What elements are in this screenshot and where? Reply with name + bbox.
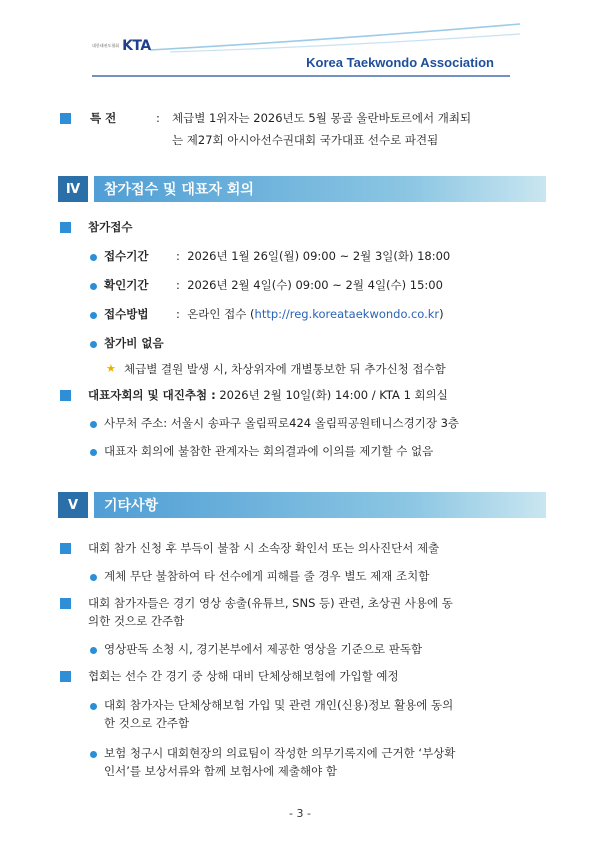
method-colon: :	[176, 307, 180, 321]
header-swoosh-decoration	[0, 0, 600, 90]
misc-item-2-sub: 영상판독 소청 시, 경기본부에서 제공한 영상을 기준으로 판독함	[104, 642, 423, 656]
circle-bullet-icon	[90, 421, 97, 428]
association-name: Korea Taekwondo Association	[306, 55, 494, 70]
period-colon: :	[176, 249, 180, 263]
section-5-header	[58, 492, 546, 518]
method-label: 접수방법	[104, 307, 149, 321]
star-icon: ★	[106, 362, 116, 375]
circle-bullet-icon	[90, 283, 97, 290]
period-value: 2026년 1월 26일(월) 09:00 ~ 2월 3일(화) 18:00	[187, 249, 451, 263]
misc-item-2-line-1: 대회 참가자들은 경기 영상 송출(유튜브, SNS 등) 관련, 초상권 사용에 동	[88, 596, 453, 610]
logo-korean-text: 대한태권도협회	[92, 43, 120, 48]
office-address: 사무처 주소: 서울시 송파구 올림픽로424 올림픽공원테니스경기장 3층	[104, 416, 460, 430]
meeting-note: 대표자 회의에 불참한 관계자는 회의결과에 이의를 제기할 수 없음	[104, 444, 434, 458]
method-value: 온라인 접수 (	[187, 307, 255, 321]
meeting-value: 2026년 2월 10일(화) 14:00 / KTA 1 회의실	[215, 388, 448, 402]
circle-bullet-icon	[90, 449, 97, 456]
confirmation-period	[104, 277, 443, 294]
special-label: 특 전	[90, 111, 117, 125]
square-bullet-icon	[60, 113, 71, 124]
logo-kta-mark: KTA	[122, 38, 151, 54]
circle-bullet-icon	[90, 574, 97, 581]
section-4-title: 참가접수 및 대표자 회의	[94, 176, 546, 202]
square-bullet-icon	[60, 222, 71, 233]
square-bullet-icon	[60, 598, 71, 609]
section-5-title: 기타사항	[94, 492, 546, 518]
registration-heading: 참가접수	[88, 220, 133, 234]
method-close: )	[439, 307, 444, 321]
misc-item-3-sub-2-line-2: 인서’를 보상서류와 함께 보험사에 제출해야 함	[104, 764, 338, 778]
page-number: - 3 -	[289, 807, 311, 820]
meeting-label: 대표자회의 및 대진추첨 :	[88, 388, 216, 402]
misc-item-1-sub: 계체 무단 불참하여 타 선수에게 피해를 줄 경우 별도 제재 조치함	[104, 569, 430, 583]
section-5-number: Ⅴ	[58, 492, 88, 518]
square-bullet-icon	[60, 390, 71, 401]
page-header	[0, 0, 600, 90]
square-bullet-icon	[60, 543, 71, 554]
special-line-2: 는 제27회 아시아선수권대회 국가대표 선수로 파견됨	[172, 133, 439, 147]
section-4-number: Ⅳ	[58, 176, 88, 202]
misc-item-3: 협회는 선수 간 경기 중 상해 대비 단체상해보험에 가입할 예정	[88, 669, 399, 683]
circle-bullet-icon	[90, 312, 97, 319]
meeting-info	[88, 387, 448, 404]
circle-bullet-icon	[90, 751, 97, 758]
registration-link[interactable]: http://reg.koreataekwondo.co.kr	[254, 307, 440, 321]
section-4-header	[58, 176, 546, 202]
misc-item-1: 대회 참가 신청 후 부득이 불참 시 소속장 확인서 또는 의사진단서 제출	[88, 541, 440, 555]
fee-text: 참가비 없음	[104, 336, 164, 350]
confirm-value: 2026년 2월 4일(수) 09:00 ~ 2월 4일(수) 15:00	[187, 278, 443, 292]
confirm-colon: :	[176, 278, 180, 292]
special-line-1: 체급별 1위자는 2026년도 5월 몽골 울란바토르에서 개최되	[172, 111, 472, 125]
square-bullet-icon	[60, 671, 71, 682]
misc-item-3-sub-1-line-1: 대회 참가자는 단체상해보험 가입 및 관련 개인(신용)정보 활용에 동의	[104, 698, 454, 712]
circle-bullet-icon	[90, 647, 97, 654]
misc-item-3-sub-2-line-1: 보험 청구시 대회현장의 의료팀이 작성한 의무기록지에 근거한 ‘부상확	[104, 746, 456, 760]
registration-method	[104, 306, 444, 323]
circle-bullet-icon	[90, 703, 97, 710]
circle-bullet-icon	[90, 341, 97, 348]
circle-bullet-icon	[90, 254, 97, 261]
confirm-label: 확인기간	[104, 278, 149, 292]
kta-logo	[92, 38, 151, 54]
special-colon: :	[156, 111, 160, 125]
registration-period	[104, 248, 450, 265]
fee-note: 체급별 결원 발생 시, 차상위자에 개별통보한 뒤 추가신청 접수함	[124, 362, 446, 376]
misc-item-2-line-2: 의한 것으로 간주함	[88, 614, 185, 628]
period-label: 접수기간	[104, 249, 149, 263]
misc-item-3-sub-1-line-2: 한 것으로 간주함	[104, 716, 190, 730]
